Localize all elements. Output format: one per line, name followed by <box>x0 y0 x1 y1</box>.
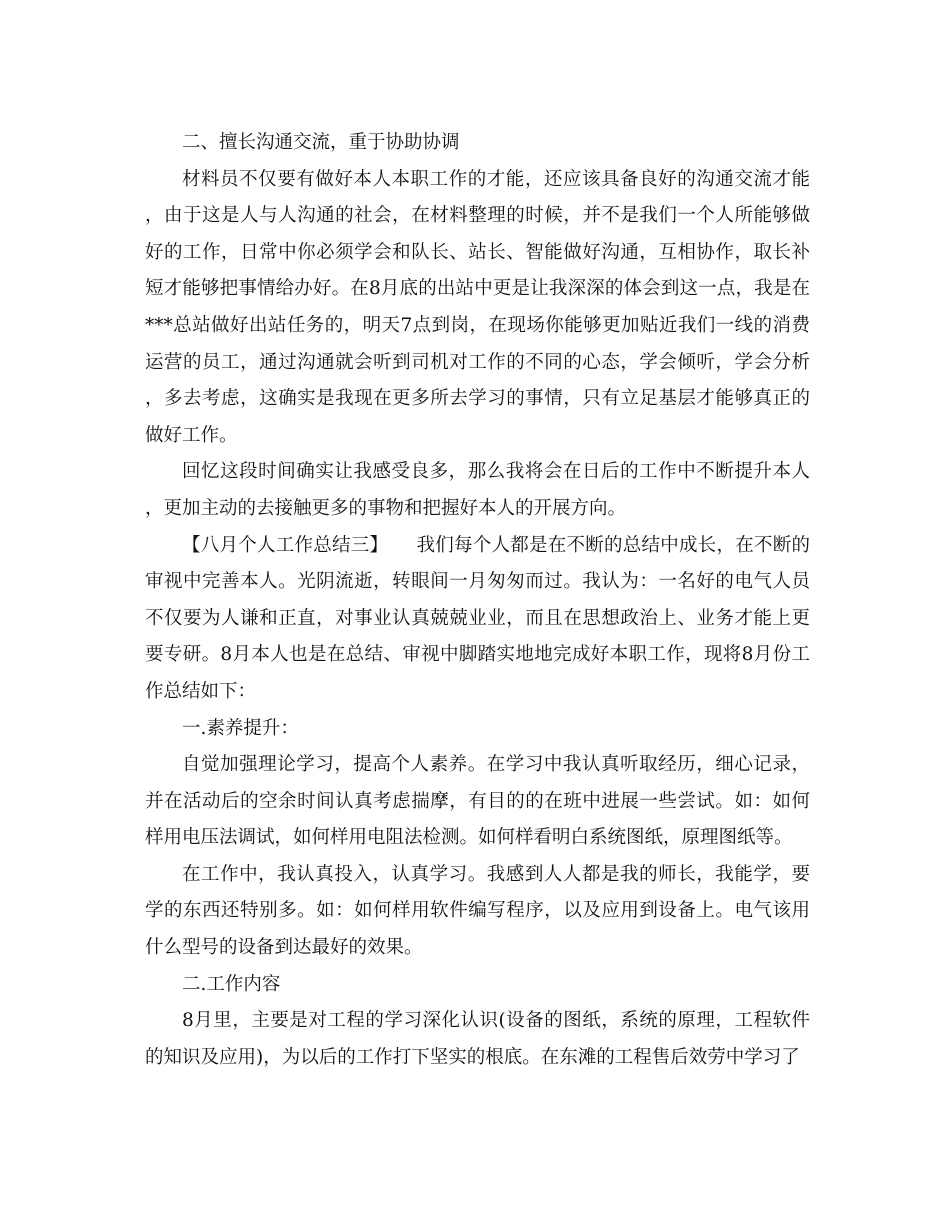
document-page <box>145 125 810 1076</box>
body-paragraph: 8月里，主要是对工程的学习深化认识(设备的图纸，系统的原理，工程软件的知识及应用)，为以后的工作打下坚实的根底。在东滩的工程售后效劳中学习了 <box>145 1010 810 1068</box>
body-paragraph: 自觉加强理论学习，提高个人素养。在学习中我认真听取经历，细心记录，并在活动后的空余时间认真考虑揣摩，有目的的在班中进展一些尝试。如：如何样用电压法调试，如何样用电阻法检测。如何样看明白系统图纸，原理图纸等。 <box>145 754 810 849</box>
section-heading-work-content: 二.工作内容 <box>182 973 281 995</box>
body-paragraph: 材料员不仅要有做好本人本职工作的才能，还应该具备良好的沟通交流才能，由于这是人与人沟通的社会，在材料整理的时候，并不是我们一个人所能够做好的工作，日常中你必须学会和队长、站长、智能做好沟通，互相协作，取长补短才能够把事情给办好。在8月底的出站中更是让我深深的体会到这一点，我是在***总站做好出站任务的，明天7点到岗，在现场你能够更加贴近我们一线的消费运营的员工，通过沟通就会听到司机对工作的不同的心态，学会倾听，学会分析，多去考虑，这确实是我现在更多所去学习的事情，只有立足基层才能够真正的做好工作。 <box>145 168 810 446</box>
section-heading-quality: 一.素养提升： <box>182 717 299 739</box>
body-paragraph: 回忆这段时间确实让我感受良多，那么我将会在日后的工作中不断提升本人，更加主动的去接触更多的事物和把握好本人的开展方向。 <box>145 461 810 519</box>
section-heading-communication: 二、擅长沟通交流，重于协助协调 <box>182 132 460 153</box>
body-paragraph: 在工作中，我认真投入，认真学习。我感到人人都是我的师长，我能学，要学的东西还特别多。如：如何样用软件编写程序，以及应用到设备上。电气该用什么型号的设备到达最好的效果。 <box>145 863 810 959</box>
body-paragraph: 【八月个人工作总结三】 我们每个人都是在不断的总结中成长，在不断的审视中完善本人。光阴流逝，转眼间一月匆匆而过。我认为：一名好的电气人员不仅要为人谦和正直，对事业认真兢兢业业，而且在思想政治上、业务才能上更要专研。8月本人也是在总结、审视中脚踏实地地完成好本职工作，现将8月份工作总结如下： <box>145 534 810 702</box>
